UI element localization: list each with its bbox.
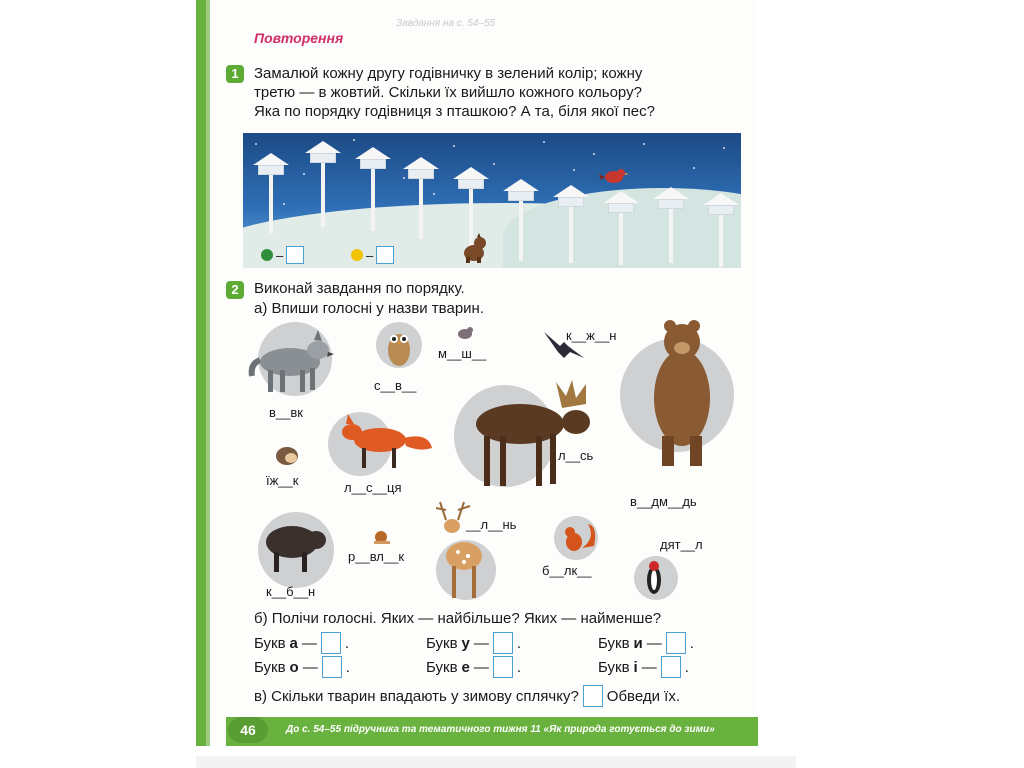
deer-image[interactable]	[428, 500, 494, 602]
bear-image[interactable]	[642, 318, 722, 468]
animal-label: б__лк__	[542, 563, 592, 578]
animal-label: л__с__ця	[344, 480, 402, 495]
bird-feeder[interactable]	[508, 191, 534, 201]
yellow-count-box[interactable]	[376, 246, 394, 264]
letter-count-end: .	[516, 658, 522, 676]
task-2c-instruction: Обведи їх.	[606, 687, 681, 705]
animal-label: їж__к	[266, 473, 299, 488]
hedgehog-image[interactable]	[274, 442, 300, 466]
vowel-letter: о	[289, 658, 299, 676]
letter-i-count	[598, 656, 689, 678]
bird-feeders-illustration	[243, 133, 741, 268]
letter-count-end: .	[684, 658, 689, 676]
letter-o-count	[254, 656, 350, 678]
dog-image	[457, 233, 491, 263]
owl-image[interactable]	[382, 322, 416, 370]
snowflake	[433, 193, 435, 195]
bird-feeder[interactable]	[310, 153, 336, 163]
next-page-strip	[196, 756, 796, 768]
snowflake	[543, 141, 545, 143]
page-edge-stripe	[196, 0, 210, 746]
animal-label: к__б__н	[266, 584, 316, 599]
mouse-image[interactable]	[454, 325, 476, 341]
animal-label: с__в__	[374, 378, 417, 393]
bird-feeder[interactable]	[558, 197, 584, 207]
letter-u-count	[426, 632, 521, 654]
letter-count-dash: —	[302, 658, 318, 676]
letter-count-prefix: Букв	[426, 658, 458, 676]
task-1-line: Замалюй кожну другу годівничку в зелений колір; кожну	[254, 65, 643, 82]
letter-a-count	[254, 632, 349, 654]
moose-image[interactable]	[458, 378, 604, 492]
answer-box-a[interactable]	[321, 632, 341, 654]
feeder-post	[419, 179, 423, 239]
fox-image[interactable]	[336, 410, 436, 474]
task-2c-row	[254, 685, 680, 707]
task-1-line: Яка по порядку годівниця з пташкою? А та, біля якої пес?	[254, 103, 655, 120]
feeder-post	[269, 175, 273, 233]
feeder-post	[321, 163, 325, 227]
task-2-number: 2	[226, 281, 244, 299]
task-2-intro: Виконай завдання по порядку.	[254, 280, 465, 297]
letter-count-end: .	[345, 658, 350, 676]
snowflake	[643, 143, 645, 145]
animal-label: к__ж__н	[566, 328, 617, 343]
answer-box-o[interactable]	[322, 656, 342, 678]
bird-feeder[interactable]	[258, 165, 284, 175]
letter-y-count	[598, 632, 694, 654]
letter-count-end: .	[689, 634, 694, 652]
legend-dash: –	[276, 247, 284, 263]
wolf-image[interactable]	[248, 324, 334, 396]
footer-reference: До с. 54–55 підручника та тематичного тижня 11 «Як природа готується до зими»	[286, 724, 715, 735]
snowflake	[283, 203, 285, 205]
bird-feeder[interactable]	[708, 205, 734, 215]
feeder-roof	[253, 153, 289, 165]
answer-box-y[interactable]	[666, 632, 686, 654]
feeder-roof	[553, 185, 589, 197]
page-number: 46	[228, 717, 268, 743]
vowel-letter: е	[461, 658, 470, 676]
answer-box-i[interactable]	[661, 656, 681, 678]
snowflake	[453, 145, 455, 147]
vowel-letter: і	[633, 658, 638, 676]
snowflake	[403, 177, 405, 179]
animal-label: р__вл__к	[348, 549, 405, 564]
workbook-page	[196, 0, 758, 746]
task-2c-question: в) Скільки тварин впадають у зимову сплячку?	[254, 687, 579, 705]
snowflake	[255, 143, 257, 145]
bird-feeder[interactable]	[408, 169, 434, 179]
letter-count-dash: —	[473, 658, 489, 676]
legend-dash: –	[366, 247, 374, 263]
bird-feeder[interactable]	[360, 159, 386, 169]
letter-count-dash: —	[473, 634, 489, 652]
feeder-post	[669, 209, 673, 263]
snowflake	[593, 153, 595, 155]
snowflake	[723, 147, 725, 149]
letter-count-prefix: Букв	[598, 634, 630, 652]
bleed-through-text: Завдання на с. 54–55	[396, 18, 496, 29]
animal-label: в__вк	[269, 405, 303, 420]
letter-count-end: .	[344, 634, 350, 652]
green-count-box[interactable]	[286, 246, 304, 264]
animal-label: м__ш__	[438, 346, 487, 361]
answer-box-u[interactable]	[493, 632, 513, 654]
letter-count-dash: —	[641, 658, 657, 676]
vowel-letter: и	[633, 634, 643, 652]
letter-e-count	[426, 656, 521, 678]
feeder-roof	[355, 147, 391, 159]
letter-count-prefix: Букв	[254, 634, 286, 652]
hibernation-count-box[interactable]	[583, 685, 603, 707]
feeder-roof	[453, 167, 489, 179]
vowel-letter: у	[461, 634, 470, 652]
snowflake	[573, 169, 575, 171]
letter-count-prefix: Букв	[426, 634, 458, 652]
bird-feeder[interactable]	[458, 179, 484, 189]
task-2b-instruction: б) Полічи голосні. Яких — найбільше? Яких — найменше?	[254, 610, 662, 627]
snowflake	[353, 139, 355, 141]
letter-count-end: .	[516, 634, 522, 652]
feeder-post	[619, 213, 623, 265]
feeder-roof	[653, 187, 689, 199]
animal-label: в__дм__дь	[630, 494, 697, 509]
snail-image[interactable]	[372, 530, 390, 544]
squirrel-image[interactable]	[558, 518, 596, 556]
animal-label: __л__нь	[466, 517, 517, 532]
snowflake	[303, 173, 305, 175]
snowflake	[693, 167, 695, 169]
animal-label: дят__л	[660, 537, 703, 552]
task-2a-instruction: а) Впиши голосні у назви тварин.	[254, 300, 484, 317]
yellow-count-marker	[351, 246, 394, 264]
feeder-post	[519, 201, 523, 261]
yellow-dot	[351, 249, 363, 261]
feeder-roof	[503, 179, 539, 191]
section-title: Повторення	[254, 30, 344, 46]
feeder-roof	[403, 157, 439, 169]
letter-count-dash: —	[646, 634, 662, 652]
bird-feeder[interactable]	[658, 199, 684, 209]
letter-count-dash: —	[301, 634, 317, 652]
green-count-marker	[261, 246, 304, 264]
letter-count-prefix: Букв	[598, 658, 630, 676]
answer-box-e[interactable]	[493, 656, 513, 678]
task-1-text	[254, 64, 754, 121]
bird-feeder[interactable]	[608, 203, 634, 213]
feeder-roof	[305, 141, 341, 153]
snowflake	[493, 163, 495, 165]
vowel-letter: а	[289, 634, 298, 652]
green-dot	[261, 249, 273, 261]
feeder-post	[719, 215, 723, 267]
feeder-post	[371, 169, 375, 231]
bird-image	[599, 165, 629, 187]
task-1-number: 1	[226, 65, 244, 83]
feeder-roof	[703, 193, 739, 205]
letter-count-prefix: Букв	[254, 658, 286, 676]
animal-label: л__сь	[558, 448, 594, 463]
feeder-post	[569, 207, 573, 263]
feeder-roof	[603, 191, 639, 203]
boar-image[interactable]	[262, 514, 326, 576]
woodpecker-image[interactable]	[640, 556, 670, 600]
task-1-line: третю — в жовтий. Скільки їх вийшло кожного кольору?	[254, 84, 642, 101]
